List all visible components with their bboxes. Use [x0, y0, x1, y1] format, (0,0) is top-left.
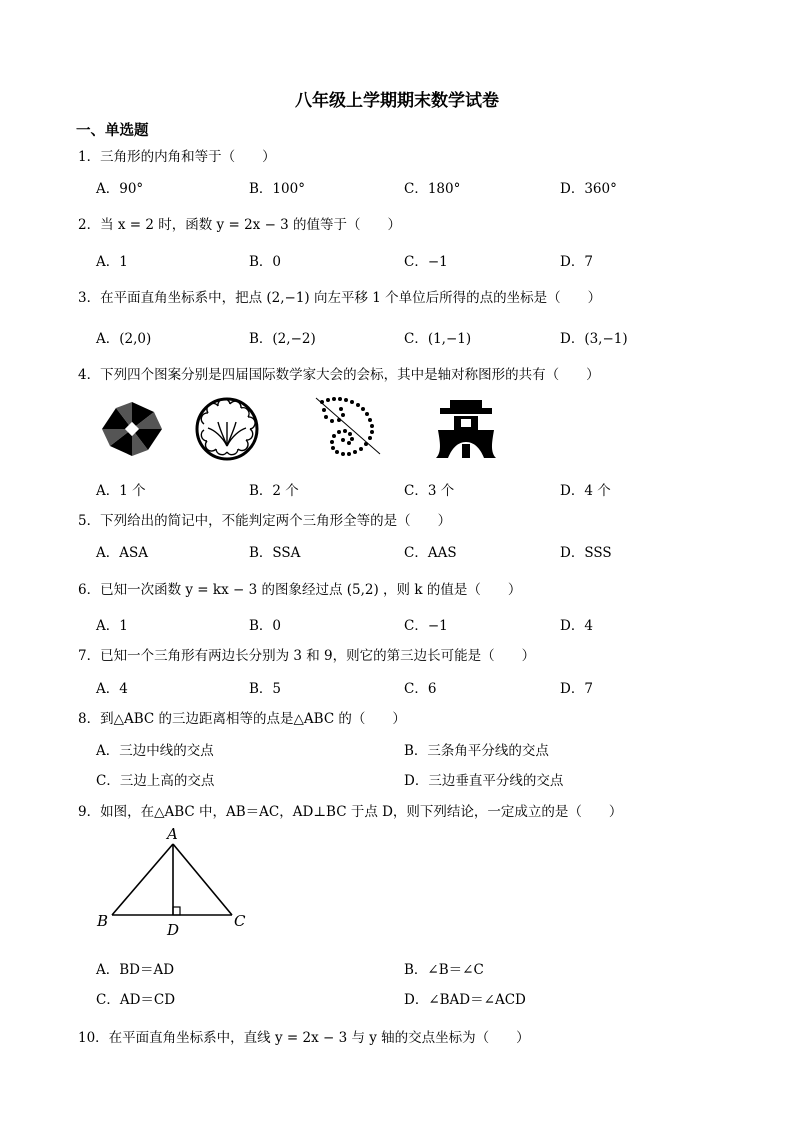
q6-option-a[interactable]: A．1: [96, 618, 128, 634]
question-8-stem: 8．到△ABC 的三边距离相等的点是△ABC 的（ ）: [78, 711, 406, 727]
vertex-b-label: B: [97, 912, 109, 930]
q9-option-d[interactable]: D．∠BAD＝∠ACD: [404, 992, 526, 1008]
q4-option-a[interactable]: A．1 个: [96, 483, 146, 499]
q9-option-a[interactable]: A．BD＝AD: [96, 962, 175, 978]
scalloped-circle-emblem-icon: [194, 396, 260, 462]
pagoda-emblem-icon: [430, 396, 502, 462]
q6-option-c[interactable]: C．−1: [404, 618, 448, 634]
dotted-spiral-emblem-icon: [312, 394, 384, 462]
q5-option-b[interactable]: B．SSA: [249, 545, 301, 561]
isosceles-triangle-figure: [92, 824, 252, 940]
q7-option-c[interactable]: C．6: [404, 681, 437, 697]
q8-option-d[interactable]: D．三边垂直平分线的交点: [404, 773, 564, 789]
section-heading: 一、单选题: [76, 123, 149, 139]
q8-option-b[interactable]: B．三条角平分线的交点: [404, 743, 549, 759]
q1-option-b[interactable]: B．100°: [249, 181, 305, 197]
q2-option-d[interactable]: D．7: [560, 254, 593, 270]
q5-option-c[interactable]: C．AAS: [404, 545, 457, 561]
q4-option-d[interactable]: D．4 个: [560, 483, 611, 499]
question-7-stem: 7．已知一个三角形有两边长分别为 3 和 9，则它的第三边长可能是（ ）: [78, 648, 536, 664]
q7-option-a[interactable]: A．4: [96, 681, 128, 697]
q1-option-a[interactable]: A．90°: [96, 181, 144, 197]
q9-option-b[interactable]: B．∠B＝∠C: [404, 962, 484, 978]
page-title: 八年级上学期期末数学试卷: [295, 91, 499, 111]
q8-option-c[interactable]: C．三边上高的交点: [96, 773, 215, 789]
q3-option-a[interactable]: A．(2,0): [96, 331, 152, 347]
q4-option-b[interactable]: B．2 个: [249, 483, 299, 499]
question-2-stem: 2．当 x = 2 时，函数 y = 2x − 3 的值等于（ ）: [78, 217, 402, 233]
q2-option-b[interactable]: B．0: [249, 254, 282, 270]
vertex-a-label: A: [167, 825, 178, 843]
question-9-stem: 9．如图，在△ABC 中，AB＝AC，AD⊥BC 于点 D，则下列结论，一定成立的是（ ）: [78, 804, 623, 820]
question-4-stem: 4．下列四个图案分别是四届国际数学家大会的会标，其中是轴对称图形的共有（ ）: [78, 367, 600, 383]
q5-option-a[interactable]: A．ASA: [96, 545, 148, 561]
pinwheel-emblem-icon: [96, 398, 168, 460]
q6-option-b[interactable]: B．0: [249, 618, 282, 634]
question-6-stem: 6．已知一次函数 y = kx − 3 的图象经过点 (5,2) ，则 k 的值是（ ）: [78, 582, 522, 598]
q4-option-c[interactable]: C．3 个: [404, 483, 455, 499]
q3-option-b[interactable]: B．(2,−2): [249, 331, 316, 347]
q1-option-c[interactable]: C．180°: [404, 181, 461, 197]
question-10-stem: 10．在平面直角坐标系中，直线 y = 2x − 3 与 y 轴的交点坐标为（ ）: [78, 1030, 530, 1046]
q1-option-d[interactable]: D．360°: [560, 181, 617, 197]
q3-option-c[interactable]: C．(1,−1): [404, 331, 472, 347]
q2-option-a[interactable]: A．1: [96, 254, 128, 270]
q6-option-d[interactable]: D．4: [560, 618, 593, 634]
vertex-c-label: C: [234, 912, 246, 930]
question-3-stem: 3．在平面直角坐标系中，把点 (2,−1) 向左平移 1 个单位后所得的点的坐标是（ ）: [78, 290, 602, 306]
q7-option-b[interactable]: B．5: [249, 681, 282, 697]
q5-option-d[interactable]: D．SSS: [560, 545, 612, 561]
q9-option-c[interactable]: C．AD＝CD: [96, 992, 176, 1008]
q3-option-d[interactable]: D．(3,−1): [560, 331, 628, 347]
q8-option-a[interactable]: A．三边中线的交点: [96, 743, 214, 759]
question-5-stem: 5．下列给出的简记中，不能判定两个三角形全等的是（ ）: [78, 513, 452, 529]
vertex-d-label: D: [167, 921, 180, 939]
q2-option-c[interactable]: C．−1: [404, 254, 448, 270]
q7-option-d[interactable]: D．7: [560, 681, 593, 697]
question-1-stem: 1．三角形的内角和等于（ ）: [78, 149, 276, 165]
